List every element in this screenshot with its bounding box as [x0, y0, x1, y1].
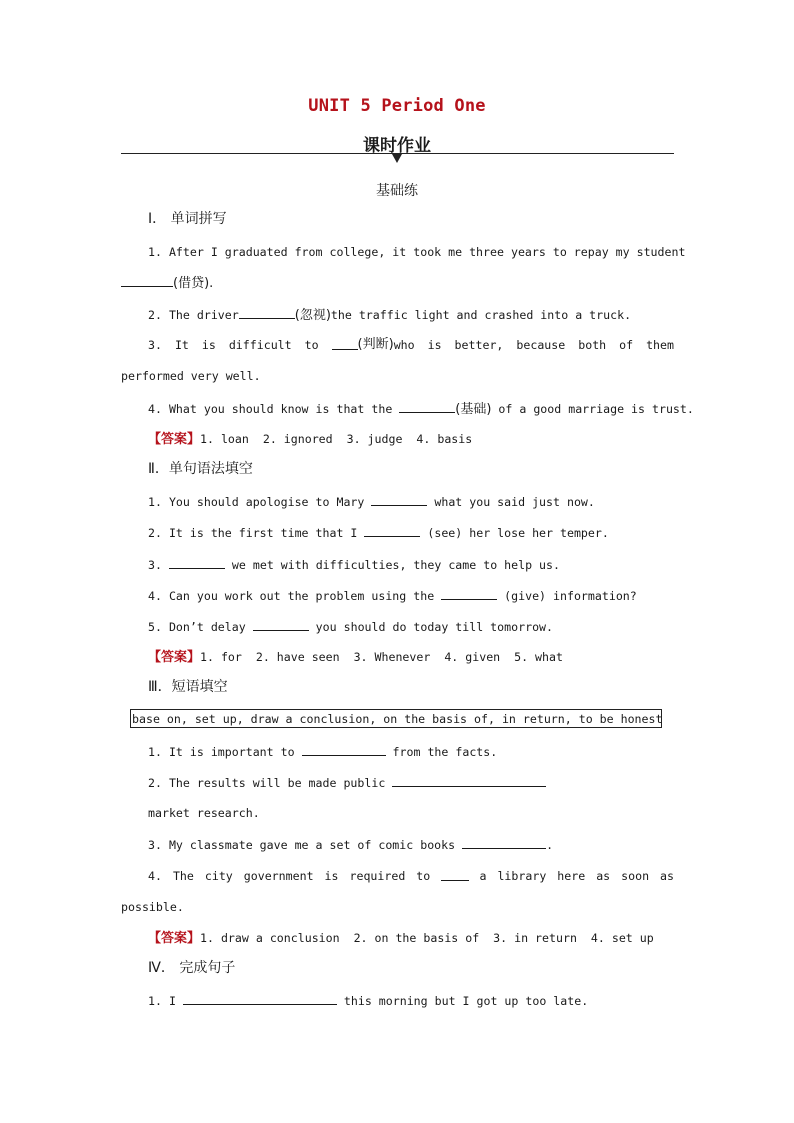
s1-answer-text: 1. loan 2. ignored 3. judge 4. basis [200, 432, 473, 446]
s3-answer [148, 930, 654, 947]
s1-q3-pre: 3. It is difficult to [148, 338, 332, 352]
s1-q4-post: of a good marriage is trust. [491, 402, 694, 416]
section-group-heading: 基础练 [376, 183, 418, 199]
s3-q1 [148, 743, 497, 760]
s1-q1-text: 1. After I graduated from college, it took me three years to repay my student [148, 245, 686, 259]
s3-q2-blank[interactable] [392, 774, 546, 787]
s2-q5-post: you should do today till tomorrow. [308, 620, 554, 634]
s3-q4-pre: 4. The city government is required to [148, 869, 442, 883]
s2-q1-post: what you said just now. [427, 495, 595, 509]
s1-q1-line1 [148, 244, 686, 260]
s2-q1 [148, 493, 595, 510]
s2-q1-pre: 1. You should apologise to Mary [148, 495, 372, 509]
s2-q5-pre: 5. Don’t delay [148, 620, 253, 634]
s3-q1-blank[interactable] [302, 743, 386, 756]
s1-q2 [148, 306, 631, 324]
s2-answer [148, 649, 563, 666]
s2-q3-blank[interactable] [169, 556, 225, 569]
s1-q3-post: who is better, because both of them [393, 338, 674, 352]
s1-q3-line2: performed very well. [121, 369, 261, 383]
s1-q2-hint: (忽视) [294, 308, 331, 323]
section3-heading: Ⅲ．短语填空 [148, 679, 228, 695]
s4-q1-pre: 1. I [148, 994, 183, 1008]
phrase-word-box [130, 709, 662, 728]
s3-answer-text: 1. draw a conclusion 2. on the basis of 3. in return 4. set up [200, 931, 654, 945]
s4-q1-post: this morning but I got up too late. [336, 994, 589, 1008]
s2-q2-post: (see) her lose her temper. [420, 526, 609, 540]
s1-q3-hint: (判断) [357, 337, 394, 352]
s1-q4-hint: (基础) [455, 402, 492, 417]
s1-q1-line2 [121, 274, 213, 292]
s2-q2 [148, 524, 609, 541]
section2-heading: Ⅱ．单句语法填空 [148, 461, 253, 477]
s4-q1-blank[interactable] [183, 992, 337, 1005]
section4-heading: Ⅳ． 完成句子 [148, 960, 236, 976]
s1-q4-blank[interactable] [399, 400, 455, 413]
s3-q4 [148, 868, 674, 884]
s3-q4-blank[interactable] [441, 868, 468, 881]
s1-q2-blank[interactable] [239, 306, 295, 319]
s2-answer-text: 1. for 2. have seen 3. Whenever 4. given 5. what [200, 650, 563, 664]
s3-q3-pre: 3. My classmate gave me a set of comic books [148, 838, 463, 852]
s3-q2-pre: 2. The results will be made public [148, 776, 393, 790]
s4-q1 [148, 992, 588, 1009]
s3-q2-line2: market research. [148, 806, 260, 820]
s2-q2-blank[interactable] [364, 524, 420, 537]
s2-q4-blank[interactable] [441, 587, 497, 600]
s3-q3-blank[interactable] [462, 836, 546, 849]
s2-q5-blank[interactable] [253, 618, 309, 631]
s2-q3-pre: 3. [148, 558, 169, 572]
s1-q2-post: the traffic light and crashed into a truck. [330, 308, 632, 322]
s2-q4-post: (give) information? [497, 589, 637, 603]
answer-tag: 【答案】 [148, 650, 201, 665]
page-subtitle: 课时作业 [363, 136, 431, 156]
s3-q2 [148, 774, 546, 791]
page-title: UNIT 5 Period One [308, 96, 486, 116]
s2-q5 [148, 618, 553, 635]
answer-tag: 【答案】 [148, 931, 201, 946]
s1-q1-hint: (借贷). [173, 276, 214, 291]
s1-q4 [148, 400, 694, 418]
answer-tag: 【答案】 [148, 432, 201, 447]
s3-q3 [148, 836, 553, 853]
phrase-list: base on, set up, draw a conclusion, on the basis of, in return, to be honest [132, 712, 663, 726]
s3-q4-post: a library here as soon as [468, 869, 674, 883]
s2-q2-pre: 2. It is the first time that I [148, 526, 365, 540]
divider-marker-icon [392, 154, 402, 163]
s2-q3-post: we met with difficulties, they came to help us. [224, 558, 560, 572]
s3-q1-pre: 1. It is important to [148, 745, 302, 759]
s1-answer [148, 431, 472, 448]
s2-q4 [148, 587, 637, 604]
section1-heading: Ⅰ． 单词拼写 [148, 211, 227, 227]
s3-q3-post: . [546, 838, 554, 852]
s1-q3-blank[interactable] [332, 337, 358, 350]
s3-q4-line2: possible. [121, 900, 184, 914]
s1-q2-pre: 2. The driver [148, 308, 239, 322]
s3-q1-post: from the facts. [385, 745, 498, 759]
s2-q1-blank[interactable] [371, 493, 427, 506]
s1-q1-blank[interactable] [121, 274, 173, 287]
s1-q3-line1 [148, 337, 674, 353]
s2-q4-pre: 4. Can you work out the problem using the [148, 589, 442, 603]
s2-q3 [148, 556, 560, 573]
s1-q4-pre: 4. What you should know is that the [148, 402, 400, 416]
